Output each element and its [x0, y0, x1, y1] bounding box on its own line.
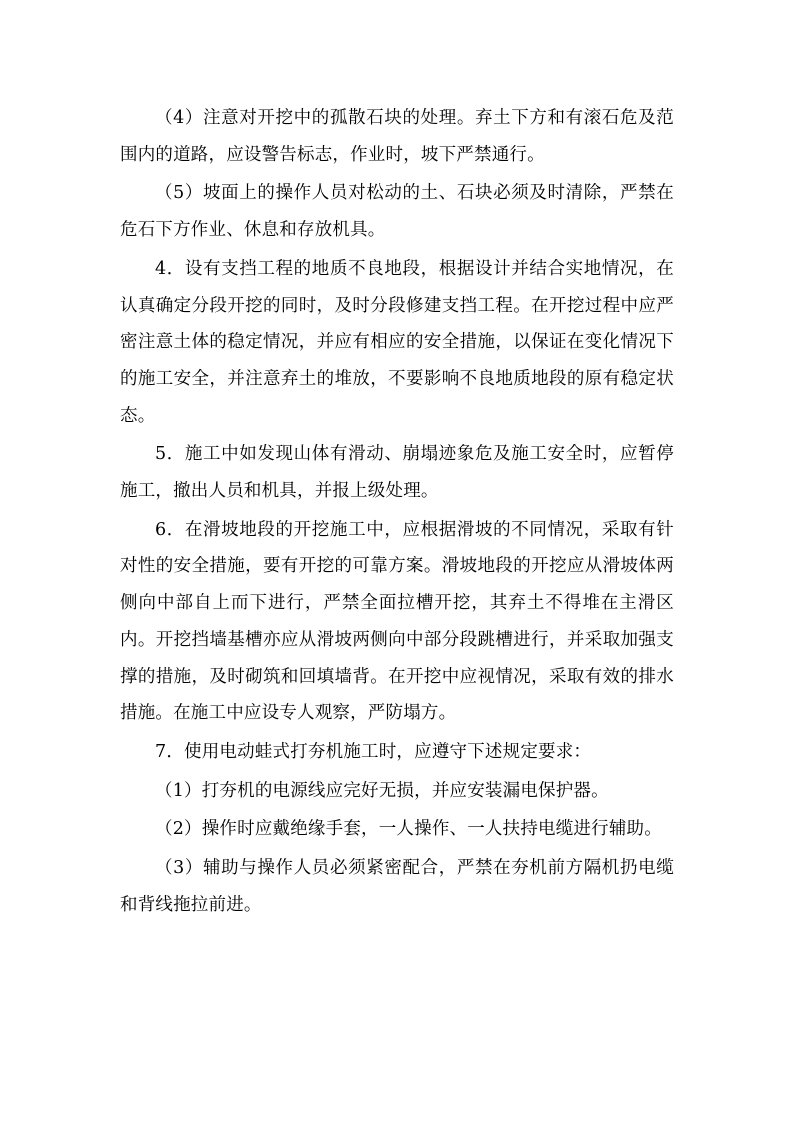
paragraph-item-3: （3）辅助与操作人员必须紧密配合，严禁在夯机前方隔机扔电缆和背线拖拉前进。 [120, 858, 674, 915]
document-page [120, 100, 674, 925]
paragraph-item-4-note: （4）注意对开挖中的孤散石块的处理。弃土下方和有滚石危及范围内的道路，应设警告标志，作业时，坡下严禁通行。 [120, 108, 674, 165]
paragraph-item-5-note: （5）坡面上的操作人员对松动的土、石块必须及时清除，严禁在危石下方作业、休息和存放机具。 [120, 183, 674, 241]
paragraph-section-7: 7．使用电动蛙式打夯机施工时，应遵守下述规定要求： [155, 741, 592, 762]
paragraph-item-2: （2）操作时应戴绝缘手套，一人操作、一人扶持电缆进行辅助。 [155, 819, 662, 840]
paragraph-section-6: 6．在滑坡地段的开挖施工中，应根据滑坡的不同情况，采取有针对性的安全措施，要有开挖的可靠方案。滑坡地段的开挖应从滑坡体两侧向中部自上而下进行，严禁全面拉槽开挖，其弃土不得堆在主滑区内。开挖挡墙基槽亦应从滑坡两侧向中部分段跳槽进行，并采取加强支撑的措施，及时砌筑和回填墙背。在开挖中应视情况，采取有效的排水措施。在施工中应设专人观察，严防塌方。 [120, 519, 674, 724]
paragraph-item-1: （1）打夯机的电源线应完好无损，并应安装漏电保护器。 [155, 780, 609, 801]
paragraph-section-4: 4．设有支挡工程的地质不良地段，根据设计并结合实地情况，在认真确定分段开挖的同时，及时分段修建支挡工程。在开挖过程中应严密注意土体的稳定情况，并应有相应的安全措施，以保证在变化情况下的施工安全，并注意弃土的堆放，不要影响不良地质地段的原有稳定状态。 [120, 258, 674, 426]
paragraph-section-5: 5．施工中如发现山体有滑动、崩塌迹象危及施工安全时，应暂停施工，撤出人员和机具，并报上级处理。 [120, 444, 674, 502]
